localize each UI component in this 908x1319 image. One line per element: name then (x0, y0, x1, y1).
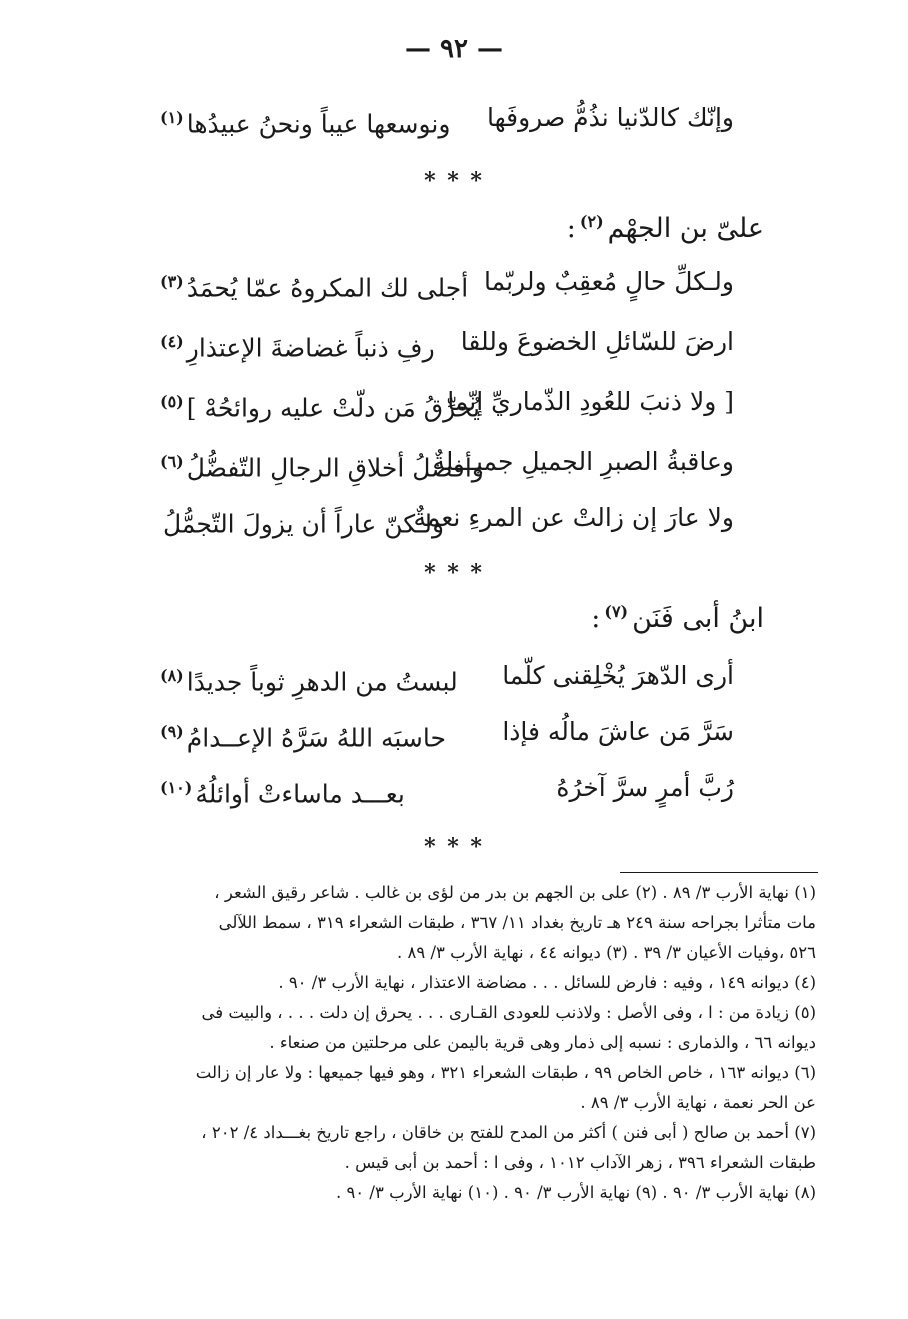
poet-colon: : (591, 603, 601, 634)
footnote-marker: (٥) (160, 392, 184, 411)
verse-second-hemistich (160, 322, 435, 368)
footnote-line: (٤) ديوانه ١٤٩ ، وفيه : فارض للسائل . . . مضاضة الاعتذار ، نهاية الأرب ٣/ ٩٠ . (278, 973, 816, 992)
hemistich-text: يُحرِّقُ مَن دلّتْ عليه روائحُهْ ] (186, 393, 480, 423)
verse-first-hemistich: سَرَّ مَن عاشَ مالُه فإذا (502, 717, 734, 746)
poet-name: ابنُ أبى فَنَن (632, 603, 764, 634)
hemistich-text: رفِ ذنباً غضاضةَ الإعتذارِ (186, 333, 435, 363)
hemistich-text: وأفضلُ أخلاقِ الرجالِ التّفضُّلُ (186, 453, 484, 483)
verse-first-hemistich: [ ولا ذنبَ للعُودِ الذّماريِّ إنّما (447, 387, 734, 416)
footnote-line: (٥) زيادة من : ا ، وفى الأصل : ولاذنب للعودى القـارى . . . يحرق إن دلت . . . ، والبيت فى (201, 1003, 816, 1022)
footnote-line: ٥٢٦ ،وفيات الأعيان ٣/ ٣٩ . (٣) ديوانه ٤٤ ، نهاية الأرب ٣/ ٨٩ . (396, 943, 816, 962)
footnote-separator (620, 872, 818, 873)
verse-line (160, 98, 734, 138)
hemistich-text: حاسبَه اللهُ سَرَّهُ الإعــدامُ (186, 723, 446, 753)
footnote-line: (١) نهاية الأرب ٣/ ٨٩ . (٢) على بن الجهم بن بدر من لؤى بن غالب . شاعر رقيق الشعر ، (214, 883, 816, 902)
verse-second-hemistich (160, 656, 458, 702)
footnote-line: (٨) نهاية الأرب ٣/ ٩٠ . (٩) نهاية الأرب ٣/ ٩٠ . (١٠) نهاية الأرب ٣/ ٩٠ . (335, 1183, 816, 1202)
section-divider-stars: * * * (424, 168, 484, 194)
verse-line (160, 442, 734, 482)
poet-colon: : (566, 213, 576, 244)
footnote-marker: (٢) (579, 212, 604, 231)
verse-first-hemistich: أرى الدّهرَ يُخْلِقنى كلّما (502, 661, 734, 690)
footnote-marker: (١٠) (160, 778, 193, 797)
verse-first-hemistich: ولـكلِّ حالٍ مُعقِبٌ ولربّما (484, 267, 734, 296)
verse-line (160, 768, 734, 808)
verse-line (160, 498, 734, 538)
footnotes (96, 878, 816, 1208)
hemistich-text: لبستُ من الدهرِ ثوباً جديدًا (186, 667, 458, 697)
verse-first-hemistich: وإنّك كالدّنيا نذُمُّ صروفَها (486, 103, 734, 132)
verse-first-hemistich: رُبَّ أمرٍ سرَّ آخرُهُ (556, 773, 734, 802)
poet-heading (567, 212, 764, 244)
hemistich-text: ونوسعها عيباً ونحنُ عبيدُها (186, 109, 451, 139)
footnote-marker: (٦) (160, 452, 184, 471)
verse-line (160, 262, 734, 302)
verse-line (160, 712, 734, 752)
hemistich-text: أجلى لك المكروهُ عمّا يُحمَدُ (186, 273, 469, 303)
verse-second-hemistich (160, 98, 450, 144)
verse-first-hemistich: ارضَ للسّائلِ الخضوعَ وللقا (460, 327, 734, 356)
footnote-line: (٧) أحمد بن صالح ( أبى فنن ) أكثر من المدح للفتح بن خاقان ، راجع تاريخ بغـــداد ٤/ ٢٠٢ ، (201, 1123, 816, 1142)
verse-first-hemistich: وعاقبةُ الصبرِ الجميلِ جميـــلةٌ (432, 447, 734, 476)
footnote-marker: (١) (160, 108, 184, 127)
footnote-marker: (٧) (604, 602, 629, 621)
verse-line (160, 656, 734, 696)
footnote-line: عن الحر نعمة ، نهاية الأرب ٣/ ٨٩ . (580, 1093, 816, 1112)
footnote-line: مات متأثرا بجراحه سنة ٢٤٩ هـ تاريخ بغداد ١١/ ٣٦٧ ، طبقات الشعراء ٣١٩ ، سمط اللآلى (218, 913, 816, 932)
verse-line (160, 382, 734, 422)
footnote-line: ديوانه ٦٦ ، والذمارى : نسبه إلى ذمار وهى قرية باليمن على مرحلتين من صنعاء . (269, 1033, 816, 1052)
verse-second-hemistich (160, 442, 484, 488)
page-number: — ٩٢ — (404, 34, 504, 64)
verse-second-hemistich (160, 498, 444, 544)
section-divider-stars: * * * (424, 834, 484, 860)
footnote-marker: (٤) (160, 332, 184, 351)
footnote-marker: (٨) (160, 666, 184, 685)
verse-first-hemistich: ولا عارَ إن زالتْ عن المرءِ نعمةٌ (413, 503, 734, 532)
hemistich-text: بعـــد ماساءتْ أوائلُهُ (195, 779, 405, 809)
poet-heading (591, 602, 764, 634)
footnote-line: طبقات الشعراء ٣٩٦ ، زهر الآداب ١٠١٢ ، وفى ا : أحمد بن أبى قيس . (344, 1153, 816, 1172)
hemistich-text: ولـكنّ عاراً أن يزولَ التّجمُّلُ (163, 509, 445, 539)
verse-second-hemistich (160, 262, 468, 308)
footnote-marker: (٣) (160, 272, 184, 291)
verse-line (160, 322, 734, 362)
poet-name: علىّ بن الجهْم (607, 213, 764, 244)
footnote-marker: (٩) (160, 722, 184, 741)
footnote-line: (٦) ديوانه ١٦٣ ، خاص الخاص ٩٩ ، طبقات الشعراء ٣٢١ ، وهو فيها جميعها : ولا عار إن زالت (195, 1063, 816, 1082)
verse-second-hemistich (160, 768, 405, 814)
verse-second-hemistich (160, 712, 446, 758)
verse-second-hemistich (160, 382, 480, 428)
section-divider-stars: * * * (424, 560, 484, 586)
